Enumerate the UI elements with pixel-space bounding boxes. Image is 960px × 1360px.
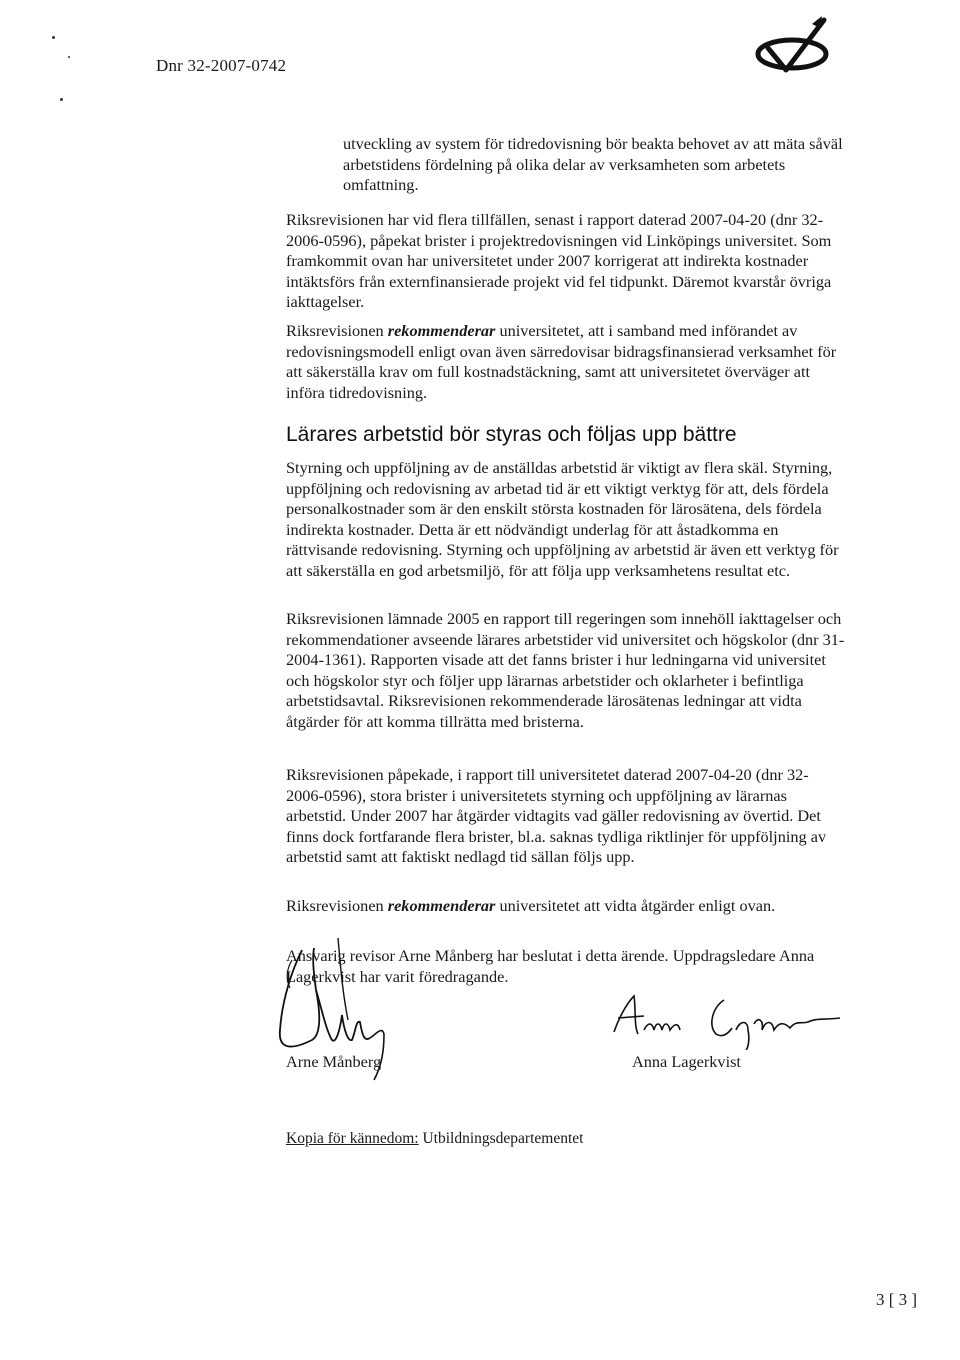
copy-recipient bbox=[286, 1130, 583, 1148]
scan-speck bbox=[68, 56, 70, 58]
emphasis-rekommenderar: rekommenderar bbox=[387, 896, 496, 915]
signatory-name-2: Anna Lagerkvist bbox=[632, 1052, 741, 1071]
copy-recipient-value: Utbildningsdepartementet bbox=[418, 1130, 584, 1147]
document-reference-number: Dnr 32-2007-0742 bbox=[156, 56, 287, 75]
paragraph-brister-arbetstid: Riksrevisionen påpekade, i rapport till universitetet daterad 2007-04-20 (dnr 32-2006-0596), stora brister i universitetets styrning och uppföljning av lärarnas arbetstid. Under 2007 har åtgärder vidtagits vad gäller redovisning av övertid. Det finns dock fortfarande flera brister, bl.a. saknas tydliga riktlinjer för uppföljning av arbetstid samt att faktiskt nedlagd tid sällan följs upp. bbox=[286, 765, 827, 867]
signatory-name-1: Arne Månberg bbox=[286, 1052, 382, 1071]
paragraph-ansvarig: Ansvarig revisor Arne Månberg har beslutat i detta ärende. Uppdragsledare Anna Lagerkvist har varit föredragande. bbox=[286, 946, 815, 986]
scan-speck bbox=[60, 98, 63, 101]
emphasis-rekommenderar: rekommenderar bbox=[387, 321, 496, 340]
paragraph-tidredovisning: utveckling av system för tidredovisning bör beakta behovet av att mäta såväl arbetstidens fördelning på olika delar av verksamheten som arbetets omfattning. bbox=[343, 134, 843, 195]
paragraph-rapport-2005: Riksrevisionen lämnade 2005 en rapport till regeringen som innehöll iakttagelser och rekommendationer avseende lärares arbetstider vid universitet och högskolor (dnr 31-2004-1361). Rapporten visade att det fanns brister i hur ledningarna vid universitet och högskolor styr och följer upp lärarnas arbetstider och oklarheter i befintliga arbetstidsavtal. Riksrevisionen rekommenderade lärosätenas ledningar att vidta åtgärder för att komma tillrätta med bristerna. bbox=[286, 609, 845, 731]
riksrevisionen-logo-icon bbox=[752, 14, 838, 78]
paragraph-recommendation-2: Riksrevisionen rekommenderar universitetet att vidta åtgärder enligt ovan. bbox=[286, 896, 776, 915]
scan-speck bbox=[52, 36, 55, 39]
paragraph-styrning: Styrning och uppföljning av de anställdas arbetstid är viktigt av flera skäl. Styrning, uppföljning och redovisning av arbetad tid är ett viktigt verktyg för att, dels fördela personalkostnader som är den enskilt största kostnaden för lärosätena, dels fördela indirekta kostnader. Detta är ett nödvändigt underlag för att åstadkomma en rättvisande redovisning. Styrning och uppföljning av arbetstid är även ett verktyg för att säkerställa en god arbetsmiljö, för att följa upp verksamhetens resultat etc. bbox=[286, 458, 839, 580]
paragraph-projektredovisning: Riksrevisionen har vid flera tillfällen, senast i rapport daterad 2007-04-20 (dnr 32-2006-0596), påpekat brister i projektredovisningen vid Linköpings universitet. Som framkommit ovan har universitetet under 2007 korrigerat att indirekta kostnader intäktsförs från externfinansierade projekt vid fel tidpunkt. Däremot kvarstår övriga iakttagelser. bbox=[286, 210, 832, 312]
copy-recipient-label: Kopia för kännedom: bbox=[286, 1130, 419, 1147]
paragraph-recommendation-1: Riksrevisionen rekommenderar universitetet, att i samband med införandet av redovisningsmodell enligt ovan även särredovisar bidragsfinansierad verksamhet för att säkerställa krav om full kostnadstäckning, samt att universitetet överväger att införa tidredovisning. bbox=[286, 321, 837, 402]
page-number: 3 [ 3 ] bbox=[876, 1290, 918, 1309]
signature-anna-lagerkvist bbox=[604, 990, 854, 1050]
section-heading: Lärares arbetstid bör styras och följas upp bättre bbox=[286, 423, 737, 446]
